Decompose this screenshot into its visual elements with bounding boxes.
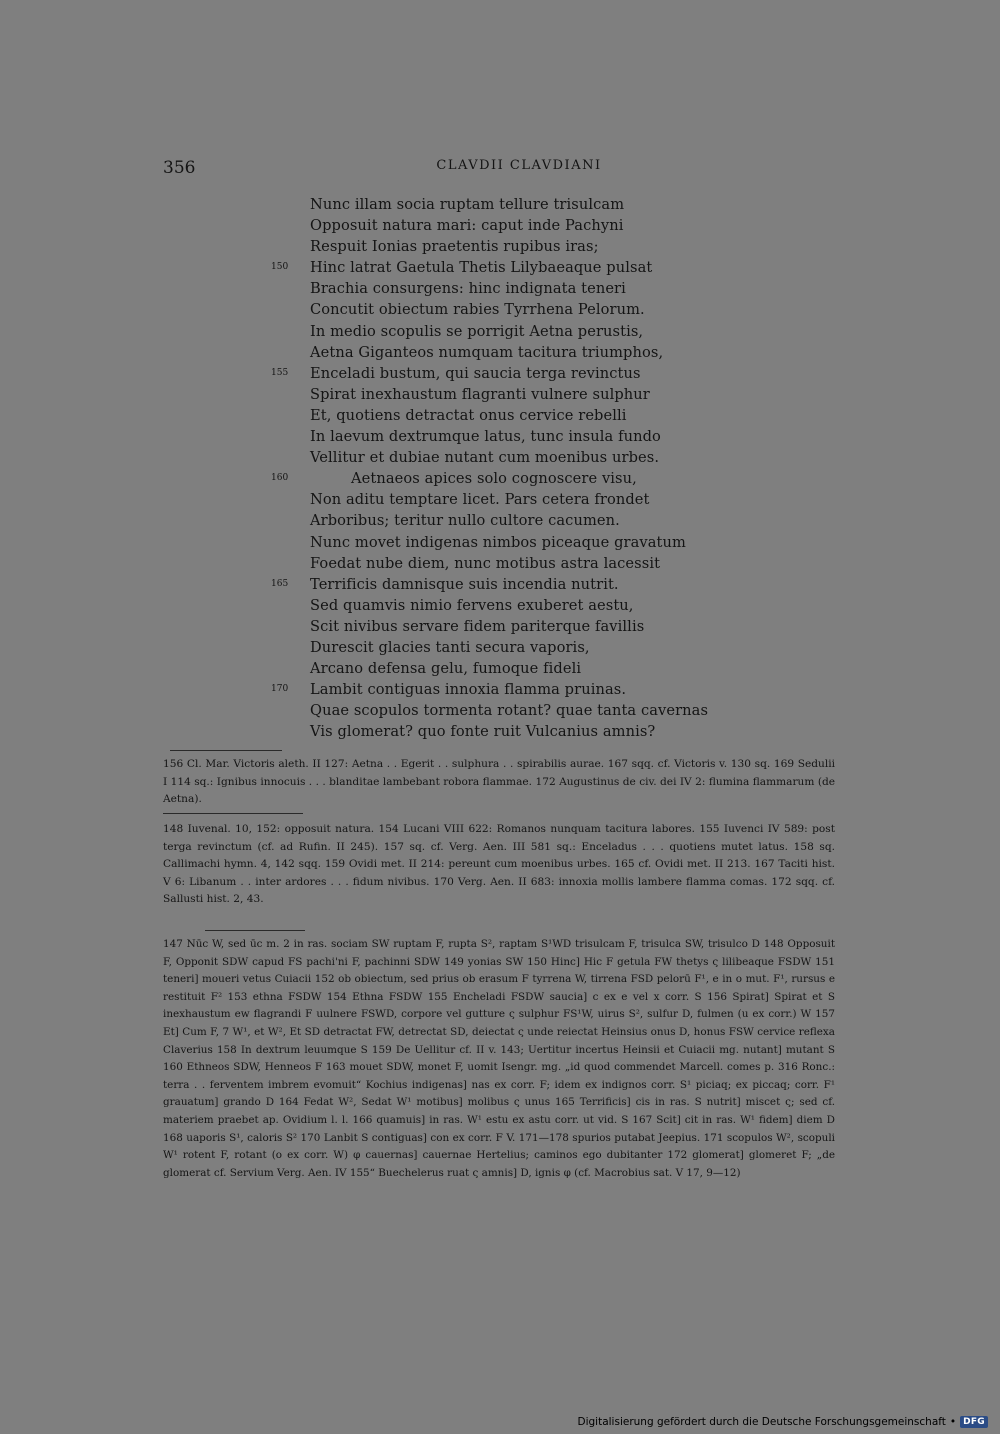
verse-line bbox=[271, 447, 791, 468]
critical-apparatus bbox=[163, 936, 835, 1182]
verse-text: Enceladi bustum, qui saucia terga revinctus bbox=[310, 364, 641, 382]
verse-line bbox=[271, 489, 791, 510]
line-number: 150 bbox=[271, 262, 289, 273]
line-number: 165 bbox=[271, 578, 289, 589]
verse-line bbox=[271, 384, 791, 405]
verse-text: Concutit obiectum rabies Tyrrhena Pelorum. bbox=[310, 301, 645, 319]
verse-line bbox=[271, 426, 791, 447]
loci-similes-block bbox=[163, 821, 835, 909]
verse-line bbox=[271, 595, 791, 616]
running-title: CLAVDII CLAVDIANI bbox=[436, 158, 602, 173]
verse-text: Foedat nube diem, nunc motibus astra lacessit bbox=[310, 554, 661, 572]
verse-text: Aetnaeos apices solo cognoscere visu, bbox=[351, 470, 637, 488]
verse-line bbox=[271, 637, 791, 658]
loci-similes-paragraph: 148 Iuvenal. 10, 152: opposuit natura. 154 Lucani VIII 622: Romanos nunquam tacitura labores. 155 Iuvenci IV 589: post terga revinctum (cf. ad Rufin. II 245). 157 sq. cf. Verg. Aen. III 581 sq.: Enceladus . . . quotiens mutet latus. 158 sq. Callimachi hymn. 4, 142 sqq. 159 Ovidi met. II 214: pereunt cum moenibus urbes. 165 cf. Ovidi met. II 213. 167 Taciti hist. V 6: Libanum . . inter ardores . . . fidum nivibus. 170 Verg. Aen. II 683: innoxia mollis lambere flamma comas. 172 sqq. cf. Sallusti hist. 2, 43. bbox=[163, 823, 835, 906]
separator-rule bbox=[163, 813, 303, 814]
verse-line bbox=[271, 553, 791, 574]
verse-text: Durescit glacies tanti secura vaporis, bbox=[310, 638, 590, 656]
verse-text: Opposuit natura mari: caput inde Pachyni bbox=[310, 217, 624, 235]
testimonia-paragraph: 156 Cl. Mar. Victoris aleth. II 127: Aetna . . Egerit . . sulphura . . spirabilis aurae. 167 sqq. cf. Victoris v. 130 sq. 169 Sedulii I 114 sq.: Ignibus innocuis . . . blanditae lambebant robora flammae. 172 Augustinus de civ. dei IV 2: flumina flammarum (de Aetna). bbox=[163, 758, 835, 806]
verse-text: Respuit Ionias praetentis rupibus iras; bbox=[310, 238, 599, 256]
apparatus-paragraph: 147 Nūc W, sed ūc m. 2 in ras. sociam SW ruptam F, rupta S², raptam S¹WD trisulcam F, trisulca SW, trisulco D 148 Opposuit F, Opponit SDW capud FS pachi'ni F, pachinni SDW 149 yonias SW 150 Hinc] Hic F getula FW thetys ς lilibeaque FSDW 151 teneri] moueri vetus Cuiacii 152 ob obiectum, sed prius ob erasum F tyrrena W, tirrena FSD pelorū F¹, e in o mut. F¹, rursus e restituit F² 153 ethna FSDW 154 Ethna FSDW 155 Encheladi FSDW saucia] c ex e vel x corr. S 156 Spirat] Spirat et S inexhaustum ew flagrandi F uulnere FSWD, corpore vel gutture ς sulphur FS¹W, uirus S², sulfur D, fulmen (u ex corr.) W 157 Et] Cum F, 7 W¹, et W², Et SD detractat FW, detrectat SD, deiectat ς unde reiectat Heinsius onus D, honus FSW cervice reflexa Claverius 158 In dextrum leuumque S 159 De Uellitur cf. II v. 143; Uertitur incertus Heinsii et Cuiacii mg. nutant] mutant S 160 Ethneos SDW, Henneos F 163 mouet SDW, monet F, uomit Isengr. mg. „id quod commendet Marcell. comes p. 316 Ronc.: terra . . ferventem imbrem evomuit“ Kochius indigenas] nas ex corr. F; idem ex indignos corr. S¹ piciaq; ex piccaq; corr. F¹ grauatum] grando D 164 Fedat W², Sedat W¹ motibus] molibus ς unus 165 Terrificis] cis in ras. S nutrit] miscet ς; sed cf. materiem praebet ap. Ovidium l. l. 166 quamuis] in ras. W¹ estu ex astu corr. ut vid. S 167 Scit] cit in ras. W¹ fidem] diem D 168 uaporis S¹, caloris S² 170 Lanbit S contiguas] con ex corr. F V. 171—178 spurios putabat Jeepius. 171 scopulos W², scopuli W¹ rotent F, rotant (o ex corr. W) φ cauernas] cauernae Hertelius; caminos ego dubitanter 172 glomerat] glomeret F; „de glomerat cf. Servium Verg. Aen. IV 155“ Buechelerus ruat ς amnis] D, ignis φ (cf. Macrobius sat. V 17, 9—12) bbox=[163, 938, 835, 1179]
verse-text: Scit nivibus servare fidem pariterque favillis bbox=[310, 617, 645, 635]
verse-line bbox=[271, 236, 791, 257]
verse-line bbox=[271, 616, 791, 637]
verse-text: Vellitur et dubiae nutant cum moenibus urbes. bbox=[310, 449, 660, 467]
verse-line bbox=[271, 278, 791, 299]
separator-rule bbox=[205, 930, 305, 931]
verse-text: Spirat inexhaustum flagranti vulnere sulphur bbox=[310, 385, 650, 403]
verse-text: Hinc latrat Gaetula Thetis Lilybaeaque pulsat bbox=[310, 259, 653, 277]
footer-bullet: • bbox=[949, 1416, 957, 1428]
verse-line bbox=[271, 405, 791, 426]
page-number: 356 bbox=[163, 158, 196, 178]
verse-text: Lambit contiguas innoxia flamma pruinas. bbox=[310, 681, 627, 699]
page-header bbox=[163, 158, 835, 182]
verse-text: In medio scopulis se porrigit Aetna perustis, bbox=[310, 322, 644, 340]
verse-text: Brachia consurgens: hinc indignata teneri bbox=[310, 280, 626, 298]
line-number: 170 bbox=[271, 684, 289, 695]
separator-rule bbox=[170, 750, 282, 751]
line-number: 155 bbox=[271, 367, 289, 378]
verse-line bbox=[271, 321, 791, 342]
footer-text: Digitalisierung gefördert durch die Deutsche Forschungsgemeinschaft bbox=[577, 1416, 946, 1428]
verse-line bbox=[271, 679, 791, 700]
verse-line bbox=[271, 194, 791, 215]
testimonia-block bbox=[163, 756, 835, 809]
verse-text: Sed quamvis nimio fervens exuberet aestu, bbox=[310, 596, 634, 614]
verse-line bbox=[271, 574, 791, 595]
verse-line bbox=[271, 532, 791, 553]
verse-line bbox=[271, 342, 791, 363]
poem-text bbox=[271, 194, 791, 742]
verse-line bbox=[271, 700, 791, 721]
verse-line bbox=[271, 510, 791, 531]
verse-text: Non aditu temptare licet. Pars cetera frondet bbox=[310, 491, 650, 509]
verse-line bbox=[271, 468, 791, 489]
verse-text: Vis glomerat? quo fonte ruit Vulcanius amnis? bbox=[310, 723, 656, 741]
verse-text: Quae scopulos tormenta rotant? quae tanta cavernas bbox=[310, 702, 709, 720]
verse-text: Nunc movet indigenas nimbos piceaque gravatum bbox=[310, 533, 686, 551]
verse-line bbox=[271, 721, 791, 742]
verse-line bbox=[271, 658, 791, 679]
line-number: 160 bbox=[271, 473, 289, 484]
verse-text: Arboribus; teritur nullo cultore cacumen. bbox=[310, 512, 620, 530]
footer-credit bbox=[578, 1416, 989, 1428]
verse-text: Nunc illam socia ruptam tellure trisulcam bbox=[310, 196, 625, 213]
verse-line bbox=[271, 299, 791, 320]
verse-text: Et, quotiens detractat onus cervice rebelli bbox=[310, 406, 627, 424]
dfg-logo-icon: DFG bbox=[960, 1416, 988, 1428]
verse-text: Aetna Giganteos numquam tacitura triumphos, bbox=[310, 343, 664, 361]
verse-text: In laevum dextrumque latus, tunc insula fundo bbox=[310, 428, 661, 446]
verse-text: Arcano defensa gelu, fumoque fideli bbox=[310, 660, 582, 678]
verse-text: Terrificis damnisque suis incendia nutrit. bbox=[310, 575, 619, 593]
verse-line bbox=[271, 215, 791, 236]
verse-line bbox=[271, 257, 791, 278]
verse-line bbox=[271, 363, 791, 384]
